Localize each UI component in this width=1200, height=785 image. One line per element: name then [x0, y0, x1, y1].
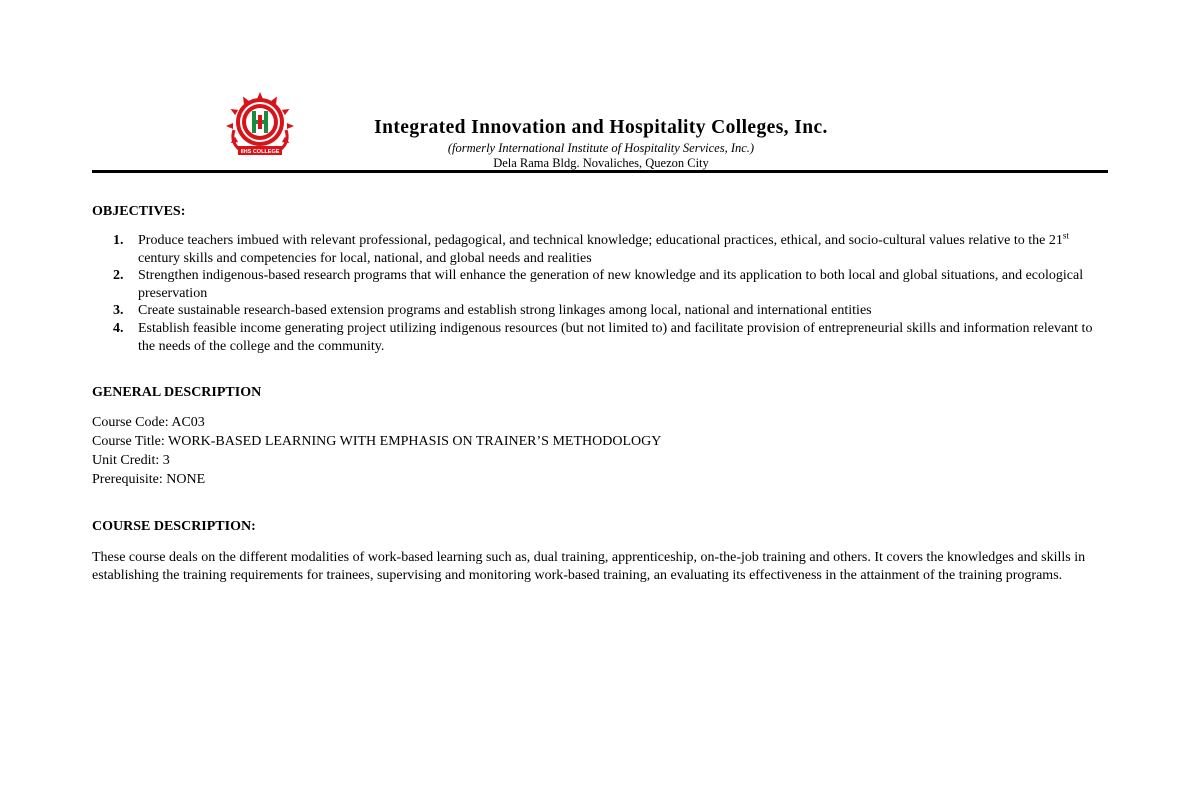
objective-item — [92, 302, 1108, 320]
objective-number: 3. — [113, 303, 124, 319]
prerequisite: Prerequisite: NONE — [92, 472, 206, 487]
unit-credit: Unit Credit: 3 — [92, 453, 170, 468]
former-name: (formerly International Institute of Hospitality Services, Inc.) — [447, 141, 755, 155]
college-address: Dela Rama Bldg. Novaliches, Quezon City — [493, 156, 709, 170]
college-logo — [224, 90, 296, 162]
objectives-list — [92, 232, 1108, 355]
ordinal-superscript: st — [1062, 230, 1069, 241]
course-description-heading: COURSE DESCRIPTION: — [92, 519, 256, 534]
objective-text: Establish feasible income generating project utilizing indigenous resources (but not limited to) and facilitate provision of entrepreneurial skills and information relevant to the needs of the college and the community. — [138, 320, 1093, 354]
course-title: Course Title: WORK-BASED LEARNING WITH EMPHASIS ON TRAINER’S METHODOLOGY — [92, 434, 662, 449]
college-name: Integrated Innovation and Hospitality Colleges, Inc. — [374, 117, 828, 138]
course-code: Course Code: AC03 — [92, 415, 205, 430]
objective-text: Strengthen indigenous-based research programs that will enhance the generation of new knowledge and its application to both local and global situations, and ecological preservation — [138, 268, 1084, 301]
general-description-heading: GENERAL DESCRIPTION — [92, 385, 262, 400]
header-divider — [92, 170, 1108, 173]
objective-item — [92, 232, 1108, 267]
objective-item — [92, 320, 1108, 355]
objective-text-continued: century skills and competencies for local, national, and global needs and realities — [138, 250, 592, 266]
objective-text: Produce teachers imbued with relevant professional, pedagogical, and technical knowledge; educational practices, ethical, and socio-cultural values relative to the 21 — [138, 233, 1063, 248]
objectives-heading: OBJECTIVES: — [92, 204, 186, 219]
objective-item — [92, 267, 1108, 302]
objective-number: 4. — [113, 320, 124, 336]
objective-number: 2. — [113, 268, 124, 284]
logo-banner-text: IIHS COLLEGE — [240, 149, 280, 155]
objective-text: Create sustainable research-based extension programs and establish strong linkages among local, national and international entities — [138, 303, 872, 319]
course-description-text: These course deals on the different modalities of work-based learning such as, dual training, apprenticeship, on-the-job training and others. It covers the knowledges and skills in establishing the training requirements for trainees, supervising and monitoring work-based training, an evaluating its effectiveness in the attainment of the training programs. — [92, 550, 1086, 583]
objective-number: 1. — [113, 233, 124, 248]
